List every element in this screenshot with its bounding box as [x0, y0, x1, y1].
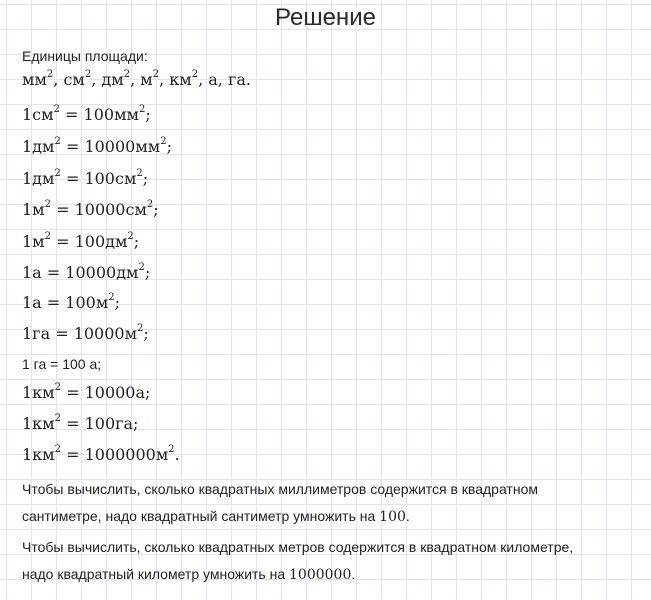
- unit-item: $дм^2$,: [101, 69, 141, 89]
- units-list: [22, 70, 251, 90]
- paragraph-2-line-1: Чтобы вычислить, сколько квадратных метров содержится в квадратном километре,: [22, 539, 574, 555]
- equation-row: $1км^2 = 1000000м^2$.: [22, 444, 180, 464]
- equation-row: $1км^2 = 10000а$;: [22, 382, 151, 402]
- unit-item: $см^2$,: [63, 69, 102, 89]
- page-title: Решение: [275, 4, 376, 31]
- equation-row: $1а = 100м^2$;: [22, 292, 121, 312]
- equation-row: $1км^2 = 100га$;: [22, 413, 139, 433]
- units-heading: Единицы площади:: [22, 48, 148, 64]
- equation-row: $1дм^2 = 10000мм^2$;: [22, 136, 172, 156]
- equation-row: $1см^2 = 100мм^2$;: [22, 104, 151, 124]
- unit-item: $км^2$,: [169, 69, 209, 89]
- paragraph-1-line-2: сантиметре, надо квадратный сантиметр умножить на 100.: [22, 508, 410, 525]
- equation-row: $1а = 10000дм^2$;: [22, 262, 151, 282]
- equation-row: $1м^2 = 10000см^2$;: [22, 199, 159, 219]
- unit-item: $мм^2$,: [22, 69, 64, 89]
- unit-item: $м^2$,: [140, 69, 170, 89]
- paragraph-1-line-1: Чтобы вычислить, сколько квадратных миллиметров содержится в квадратном: [22, 481, 538, 497]
- equation-row: $1м^2 = 100дм^2$;: [22, 231, 140, 251]
- equation-row: $1дм^2 = 100см^2$;: [22, 168, 149, 188]
- plain-equation: 1 га = 100 а;: [22, 356, 102, 372]
- equation-row: $1га = 10000м^2$;: [22, 323, 149, 343]
- unit-item: а, га.: [208, 70, 251, 89]
- paragraph-2-line-2: надо квадратный километр умножить на 1000000.: [22, 566, 356, 583]
